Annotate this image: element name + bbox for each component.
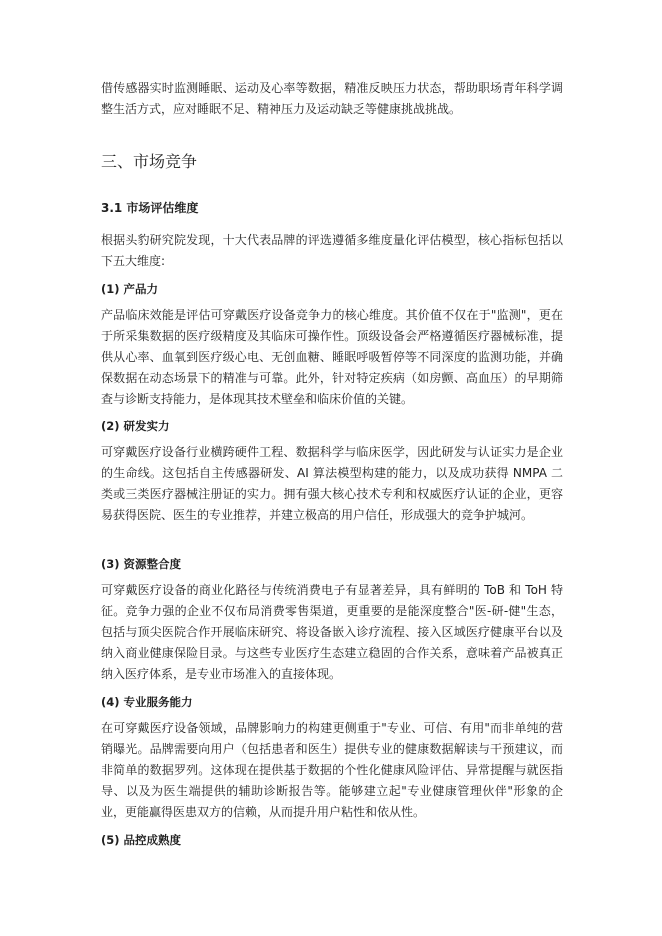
dimension-title-3: (3) 资源整合度: [101, 557, 182, 571]
dimension-title-2: (2) 研发实力: [101, 419, 170, 433]
dimension-title-5: (5) 品控成熟度: [101, 833, 182, 847]
section-title: 三、市场竞争: [101, 152, 198, 171]
subsection-title: 3.1 市场评估维度: [101, 201, 199, 215]
dimension-body-1: 产品临床效能是评估可穿戴医疗设备竞争力的核心维度。其价值不仅在于"监测"，更在于所采集数据的医疗级精度及其临床可操作性。顶级设备会严格遵循医疗器械标准，提供从心率、血氧到医疗级心电、无创血糖、睡眠呼吸暂停等不同深度的监测功能，并确保数据在动态场景下的精准与可靠。此外，针对特定疾病（如房颤、高血压）的早期筛查与诊断支持能力，是体现其技术壁垒和临床价值的关键。: [101, 308, 563, 406]
subsection-intro: 根据头豹研究院发现，十大代表品牌的评选遵循多维度量化评估模型，核心指标包括以下五大维度:: [101, 233, 563, 268]
dimension-title-1: (1) 产品力: [101, 282, 159, 296]
intro-paragraph: 借传感器实时监测睡眠、运动及心率等数据，精准反映压力状态，帮助职场青年科学调整生活方式，应对睡眠不足、精神压力及运动缺乏等健康挑战挑战。: [101, 81, 563, 116]
dimension-body-4: 在可穿戴医疗设备领域，品牌影响力的构建更侧重于"专业、可信、有用"而非单纯的营销曝光。品牌需要向用户（包括患者和医生）提供专业的健康数据解读与干预建议，而非简单的数据罗列。这体现在提供基于数据的个性化健康风险评估、异常提醒与就医指导、以及为医生端提供的辅助诊断报告等。能够建立起"专业健康管理伙伴"形象的企业，更能赢得医患双方的信赖，从而提升用户粘性和依从性。: [101, 721, 563, 819]
dimension-body-3: 可穿戴医疗设备的商业化路径与传统消费电子有显著差异，具有鲜明的 ToB 和 ToH 特征。竞争力强的企业不仅布局消费零售渠道，更重要的是能深度整合"医-研-健"生态，包括与顶尖医院合作开展临床研究、将设备嵌入诊疗流程、接入区域医疗健康平台以及纳入商业健康保险目录。与这些专业医疗生态建立稳固的合作关系，意味着产品被真正纳入医疗体系，是专业市场准入的直接体现。: [101, 583, 563, 681]
dimension-title-4: (4) 专业服务能力: [101, 695, 193, 709]
dimension-body-2: 可穿戴医疗设备行业横跨硬件工程、数据科学与临床医学，因此研发与认证实力是企业的生命线。这包括自主传感器研发、AI 算法模型构建的能力，以及成功获得 NMPA 二类或三类医疗器械注册证的实力。拥有强大核心技术专利和权威医疗认证的企业，更容易获得医院、医生的专业推荐，并建立极高的用户信任，形成强大的竞争护城河。: [101, 445, 563, 522]
